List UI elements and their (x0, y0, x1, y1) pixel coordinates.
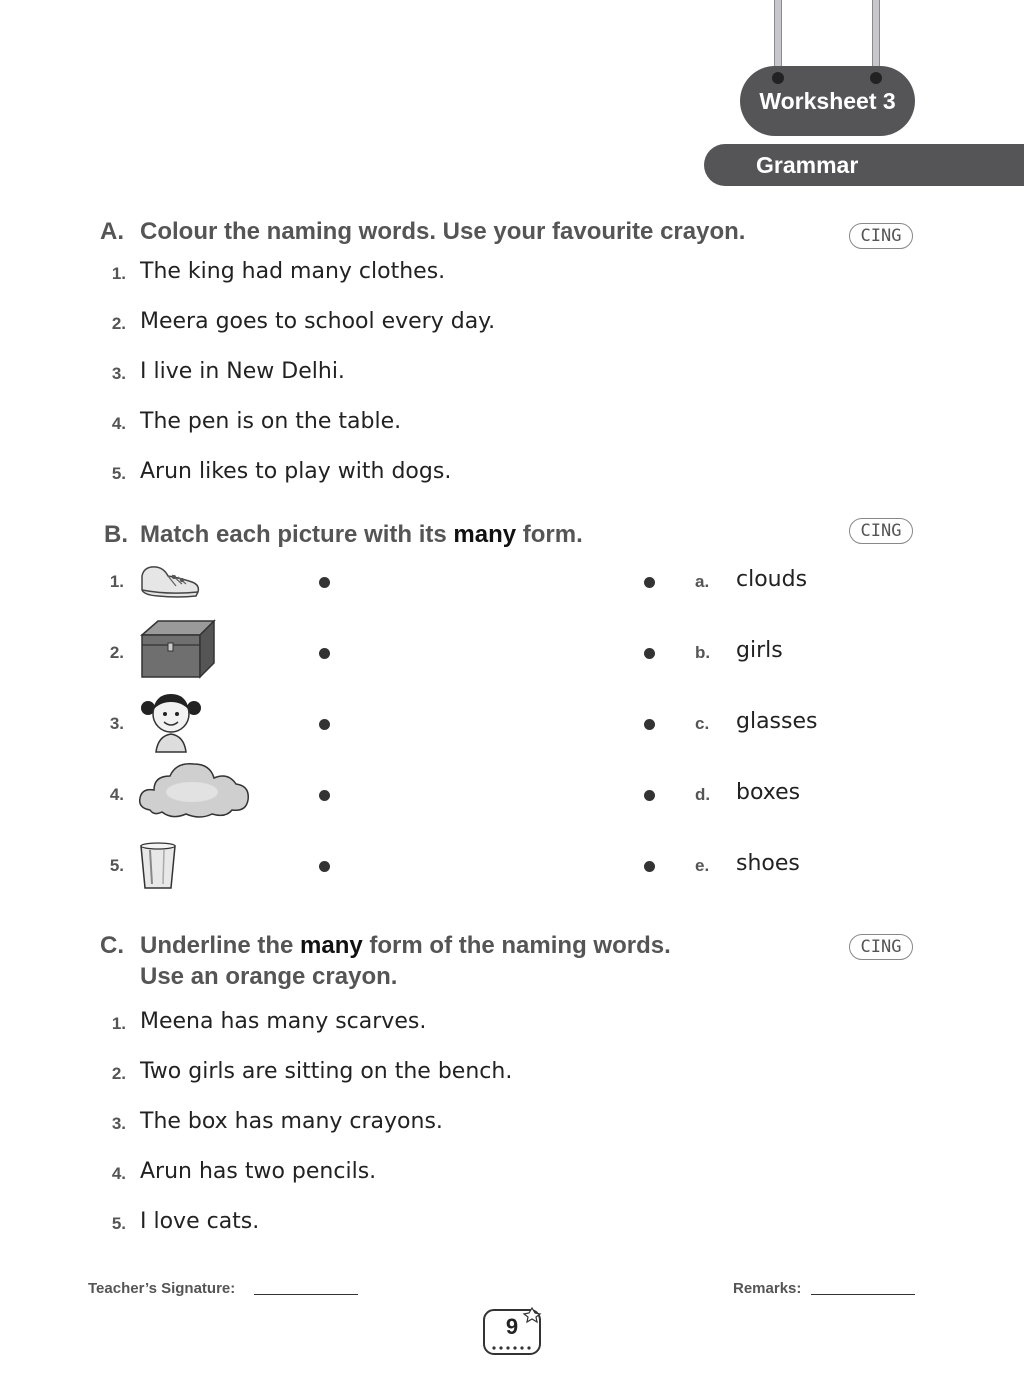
item-number: 3. (111, 364, 126, 383)
worksheet-label: Worksheet 3 (759, 87, 896, 114)
match-dot-left[interactable] (319, 648, 330, 659)
page-number-badge (482, 1306, 542, 1358)
section-a-letter: A. (100, 218, 124, 245)
match-dot-left[interactable] (319, 861, 330, 872)
shoe-icon (138, 562, 204, 602)
option-word: shoes (736, 851, 800, 876)
option-letter: e. (695, 856, 710, 875)
picture-number: 2. (109, 643, 124, 662)
match-dot-left[interactable] (319, 577, 330, 588)
item-number: 5. (111, 1214, 126, 1233)
item-sentence[interactable]: The box has many crayons. (140, 1109, 443, 1134)
option-letter: c. (695, 714, 710, 733)
picture-number: 1. (109, 572, 124, 591)
option-word: clouds (736, 567, 808, 592)
item-number: 2. (111, 314, 126, 333)
section-a-cing-tag: CING (849, 223, 913, 249)
item-number: 5. (111, 464, 126, 483)
item-number: 1. (111, 264, 126, 283)
subject-bar (704, 144, 1024, 186)
option-letter: b. (695, 643, 711, 662)
remarks-line[interactable] (811, 1294, 915, 1295)
subject-label: Grammar (756, 151, 859, 178)
option-letter: a. (695, 572, 710, 591)
section-c-title-line2: Use an orange crayon. (140, 963, 398, 990)
title-part: form of the naming words. (369, 932, 671, 959)
page-number: 9 (505, 1314, 519, 1339)
section-c-cing-tag: CING (849, 934, 913, 960)
section-b-letter: B. (104, 521, 128, 548)
cloud-icon (136, 758, 254, 820)
item-number: 2. (111, 1064, 126, 1083)
match-dot-right[interactable] (644, 861, 655, 872)
section-c-title (140, 932, 671, 960)
hanger-dot-left (772, 72, 784, 84)
match-dot-right[interactable] (644, 719, 655, 730)
teacher-signature-line[interactable] (254, 1294, 358, 1295)
section-b-title (140, 521, 583, 549)
hanger-right (872, 0, 880, 76)
item-number: 4. (111, 414, 126, 433)
item-number: 3. (111, 1114, 126, 1133)
hanger-dot-right (870, 72, 882, 84)
title-emphasis: many (300, 932, 363, 959)
option-word: girls (736, 638, 783, 663)
item-number: 1. (111, 1014, 126, 1033)
section-a-title: Colour the naming words. Use your favourite crayon. (140, 218, 746, 245)
picture-number: 4. (109, 785, 124, 804)
box-icon (138, 617, 218, 681)
item-sentence[interactable]: The pen is on the table. (140, 409, 402, 434)
item-sentence[interactable]: Arun likes to play with dogs. (140, 459, 452, 484)
match-dot-left[interactable] (319, 719, 330, 730)
girl-icon (138, 690, 204, 754)
option-word: boxes (736, 780, 801, 805)
item-sentence[interactable]: Meena has many scarves. (140, 1009, 427, 1034)
title-emphasis: many (453, 521, 517, 548)
glass-icon (138, 842, 178, 892)
item-sentence[interactable]: Two girls are sitting on the bench. (140, 1059, 513, 1084)
item-sentence[interactable]: Arun has two pencils. (140, 1159, 377, 1184)
section-c-letter: C. (100, 932, 124, 959)
picture-number: 5. (109, 856, 124, 875)
option-word: glasses (736, 709, 818, 734)
item-sentence[interactable]: The king had many clothes. (140, 259, 446, 284)
match-dot-left[interactable] (319, 790, 330, 801)
match-dot-right[interactable] (644, 790, 655, 801)
match-dot-right[interactable] (644, 577, 655, 588)
item-sentence[interactable]: I love cats. (140, 1209, 260, 1234)
item-sentence[interactable]: I live in New Delhi. (140, 359, 345, 384)
title-part: form. (522, 521, 583, 548)
item-number: 4. (111, 1164, 126, 1183)
option-letter: d. (695, 785, 711, 804)
title-part: Underline the (140, 932, 294, 959)
worksheet-badge (740, 66, 915, 136)
teacher-signature-label: Teacher’s Signature: (88, 1280, 236, 1297)
match-dot-right[interactable] (644, 648, 655, 659)
title-part: Match each picture with its (140, 521, 447, 548)
item-sentence[interactable]: Meera goes to school every day. (140, 309, 496, 334)
section-b-cing-tag: CING (849, 518, 913, 544)
picture-number: 3. (109, 714, 124, 733)
remarks-label: Remarks: (733, 1280, 802, 1297)
hanger-left (774, 0, 782, 76)
